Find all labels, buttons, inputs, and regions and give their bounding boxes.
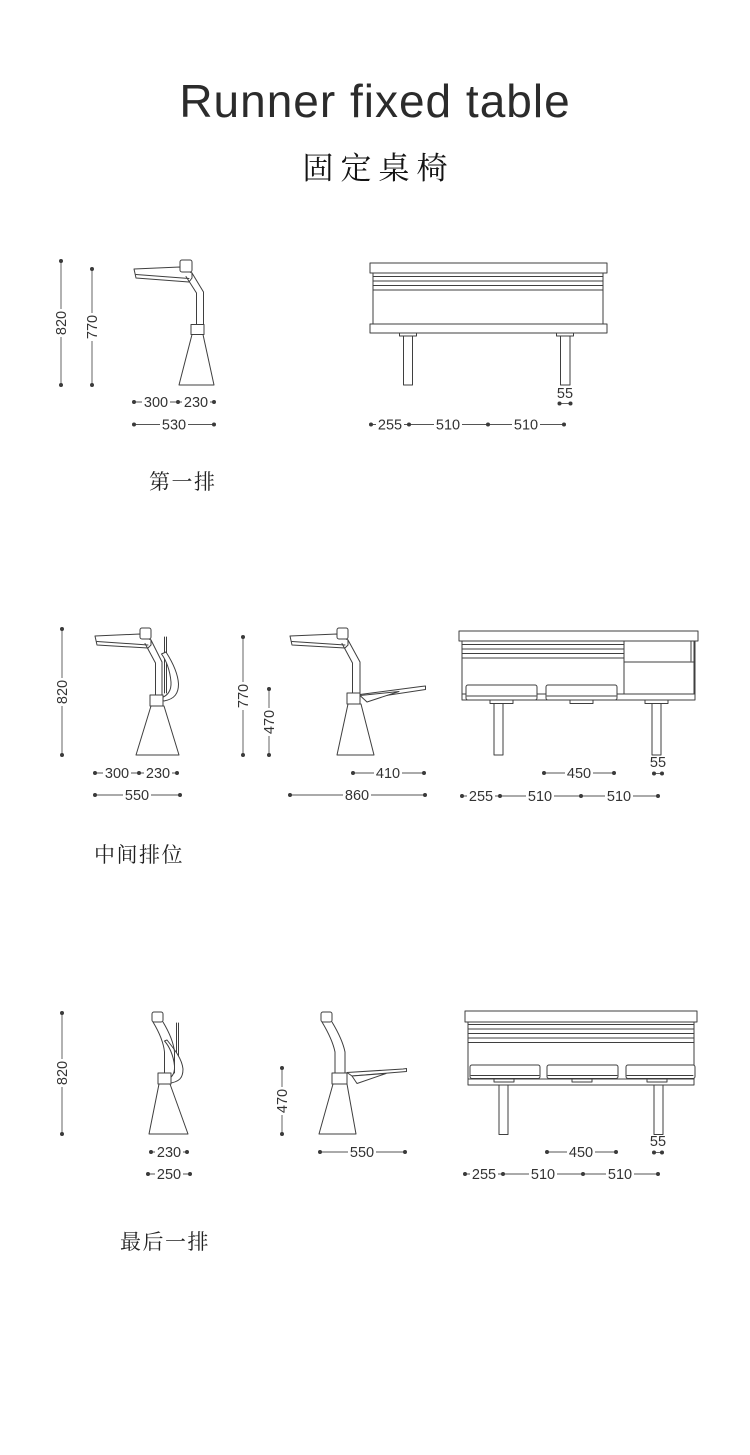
dim-label-860: 860 — [344, 788, 370, 804]
dim-label-770: 770 — [236, 683, 252, 709]
section-label-first-row: 第一排 — [149, 471, 217, 494]
first-row-side-view — [134, 260, 214, 385]
dim-label-550: 550 — [124, 788, 150, 804]
dim-label-820: 820 — [55, 1060, 71, 1086]
middle-row-front-view — [459, 631, 698, 755]
last-row-drawing — [0, 995, 750, 1200]
dim-label-530: 530 — [161, 417, 187, 434]
first-row-front-view — [370, 263, 607, 385]
dim-label-250: 250 — [156, 1167, 182, 1183]
dim-label-470: 470 — [275, 1088, 291, 1114]
dim-label-470: 470 — [262, 709, 278, 735]
dim-label-510a: 510 — [527, 789, 553, 805]
dim-label-770: 770 — [85, 314, 101, 340]
page-subtitle: 固定桌椅 — [302, 151, 455, 186]
middle-row-side-open-dimensions — [236, 635, 427, 804]
first-row-drawing — [0, 245, 750, 445]
dim-label-510b: 510 — [607, 1167, 633, 1183]
middle-row-side-view-open — [290, 628, 426, 755]
dim-label-550: 550 — [349, 1145, 375, 1161]
dim-label-300: 300 — [143, 395, 169, 411]
dim-label-55: 55 — [556, 386, 574, 402]
middle-row-side-view-closed — [95, 628, 179, 755]
section-label-last-row: 最后一排 — [120, 1231, 210, 1254]
middle-row-drawing — [0, 613, 750, 813]
dim-label-55: 55 — [649, 1134, 667, 1150]
dim-label-510b: 510 — [606, 789, 632, 805]
dim-label-820: 820 — [54, 310, 70, 336]
dim-label-230: 230 — [145, 766, 171, 782]
dim-label-410: 410 — [375, 766, 401, 782]
middle-row-front-dimensions — [460, 755, 666, 805]
dim-label-450: 450 — [568, 1145, 594, 1161]
dim-label-510a: 510 — [435, 417, 461, 434]
last-row-side-view-open — [319, 1012, 407, 1134]
dim-label-230: 230 — [183, 395, 209, 411]
dim-label-510b: 510 — [513, 417, 539, 434]
page-title: Runner fixed table — [179, 75, 571, 127]
dim-label-255: 255 — [377, 417, 403, 434]
dim-label-510a: 510 — [530, 1167, 556, 1183]
dim-label-230: 230 — [156, 1145, 182, 1161]
dim-label-55: 55 — [649, 755, 667, 771]
last-row-front-view — [465, 1011, 697, 1135]
last-row-front-dimensions — [463, 1134, 666, 1183]
first-row-front-dimensions — [369, 386, 573, 434]
dim-label-450: 450 — [566, 766, 592, 782]
section-label-middle-row: 中间排位 — [94, 844, 184, 867]
dim-label-300: 300 — [104, 766, 130, 782]
dim-label-255: 255 — [471, 1167, 497, 1183]
last-row-side-view-closed — [149, 1012, 188, 1134]
dim-label-255: 255 — [468, 789, 494, 805]
dim-label-820: 820 — [55, 679, 71, 705]
